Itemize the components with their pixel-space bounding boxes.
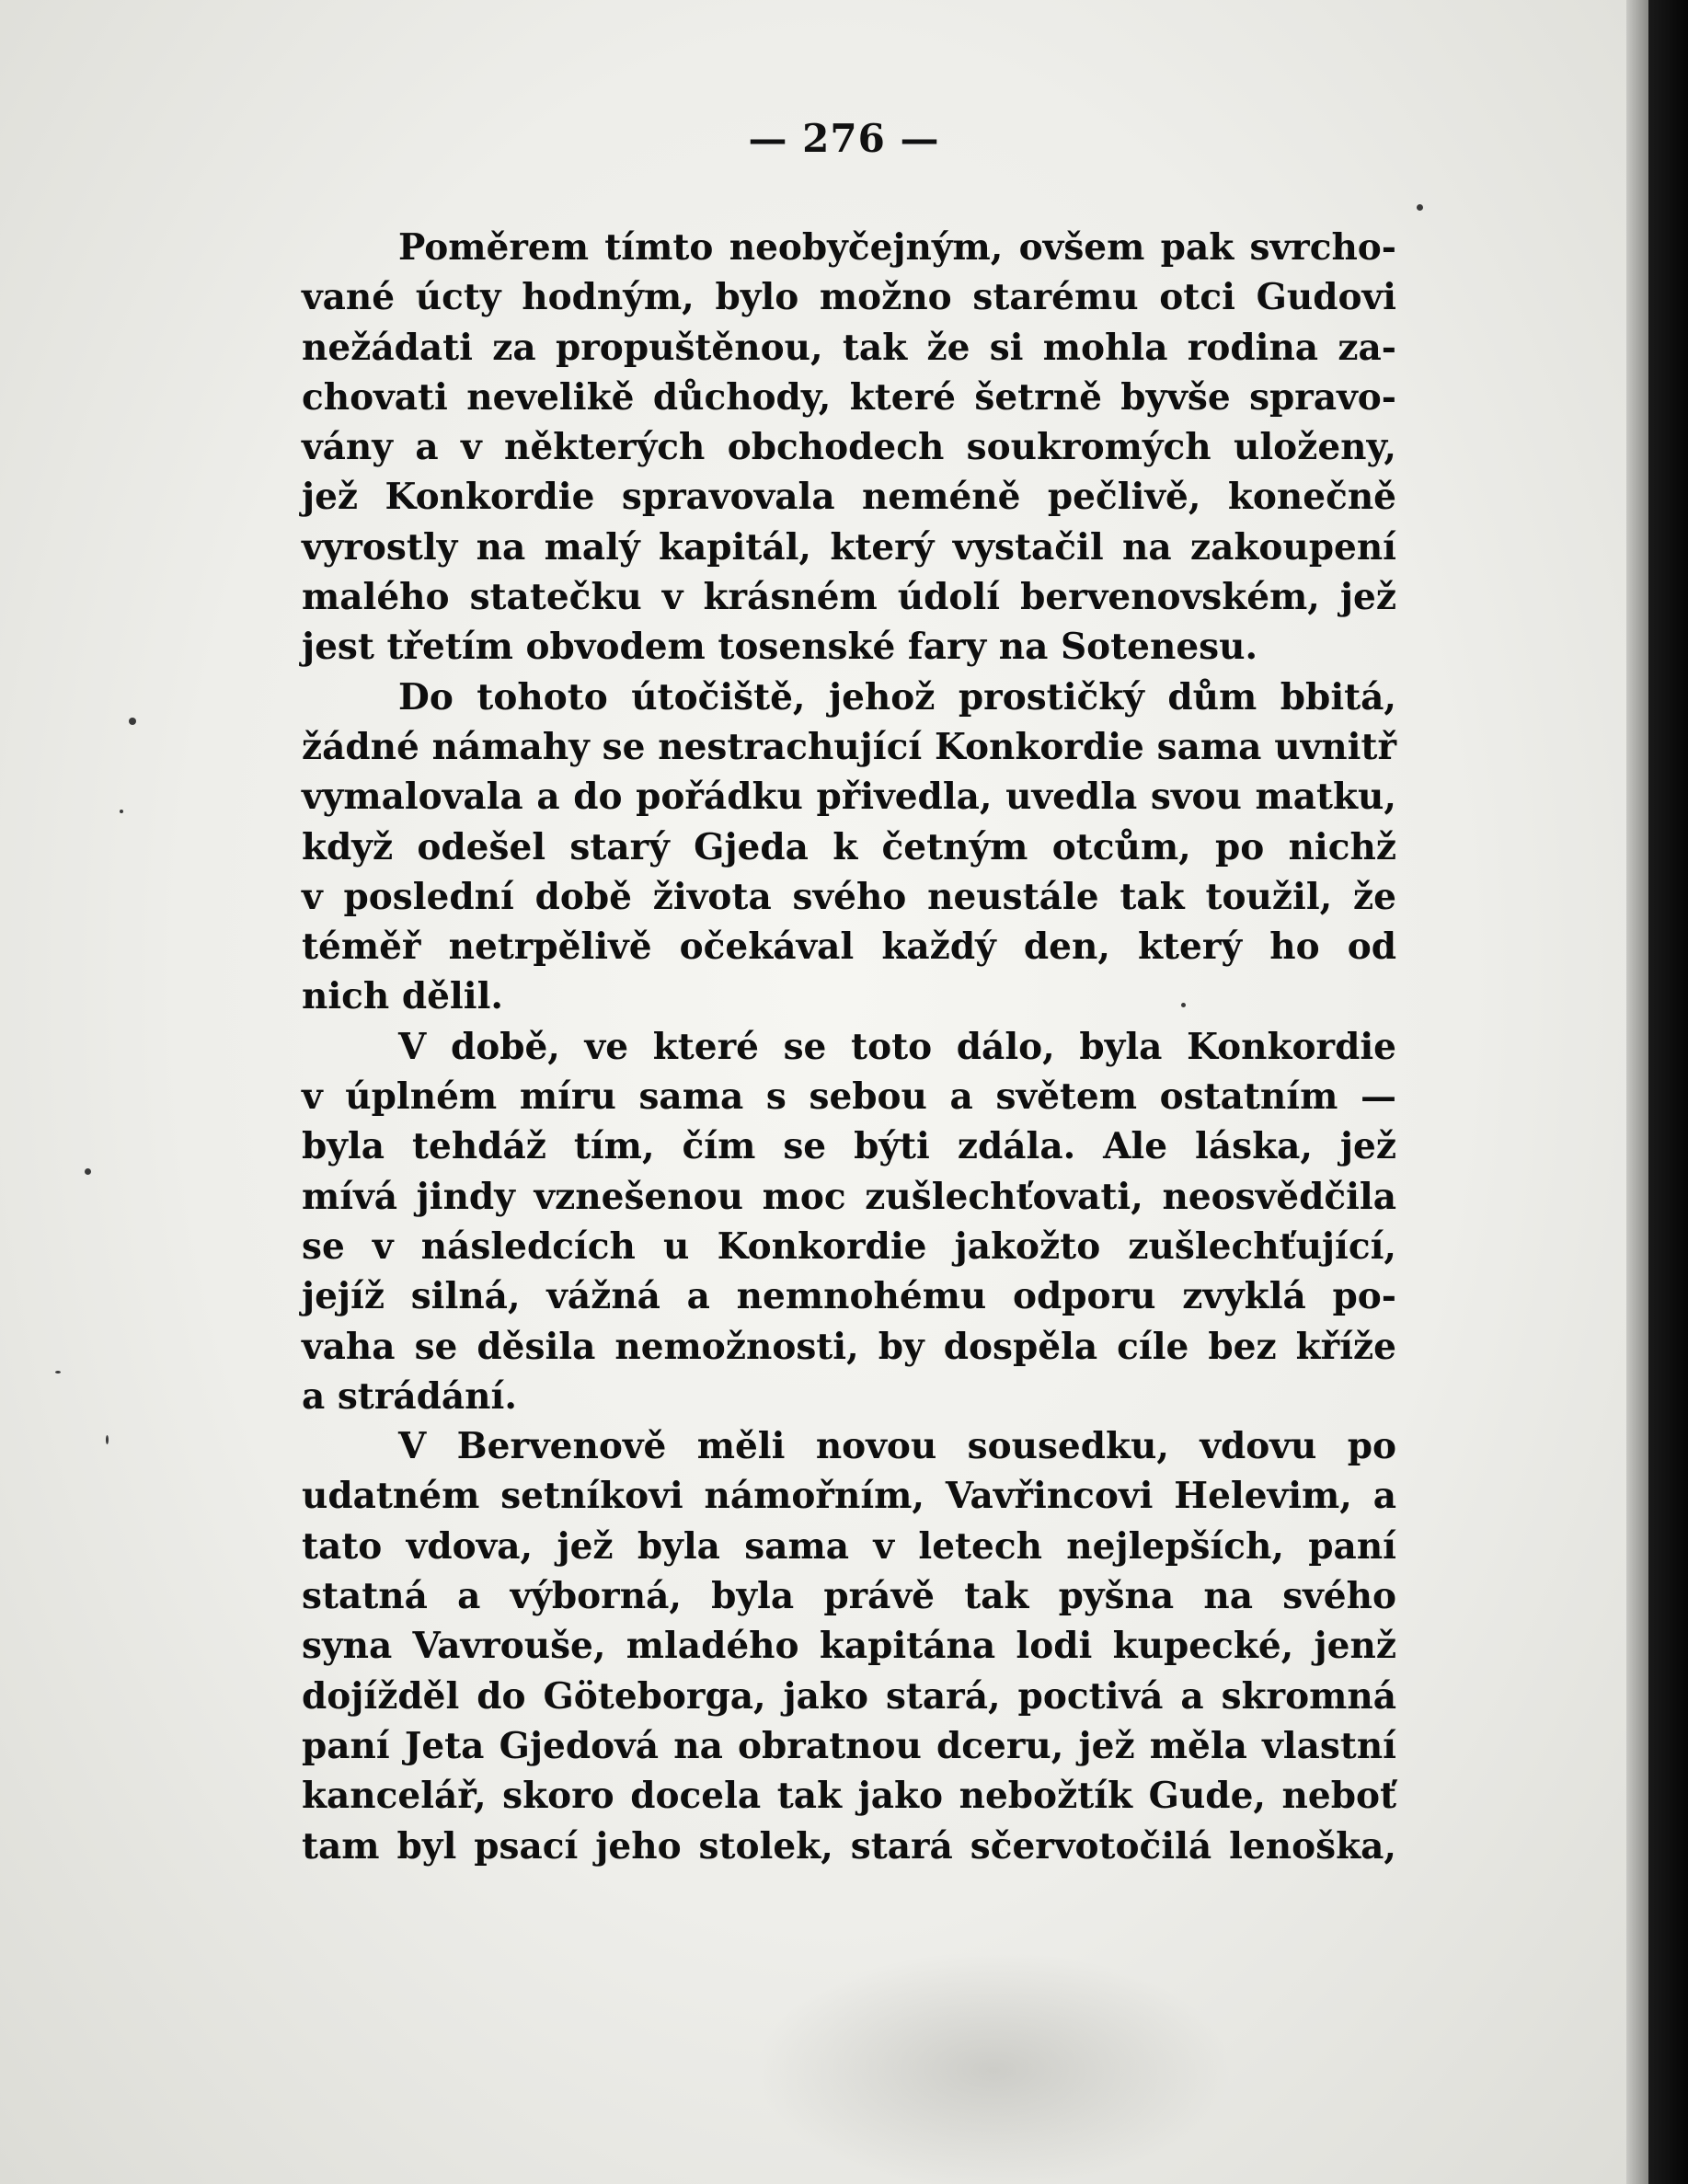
text-line: téměř netrpělivě očekával každý den, který ho od bbox=[302, 925, 1396, 969]
text-line: jejíž silná, vážná a nemnohému odporu zvyklá po- bbox=[302, 1275, 1396, 1318]
text-line: syna Vavrouše, mladého kapitána lodi kupecké, jenž bbox=[302, 1625, 1396, 1668]
text-line: v úplném míru sama s sebou a světem ostatním — bbox=[302, 1075, 1396, 1119]
text-line: dojížděl do Göteborga, jako stará, poctivá a skromná bbox=[302, 1674, 1396, 1718]
paper-stain bbox=[754, 1950, 1233, 2184]
text-line: nežádati za propuštěnou, tak že si mohla rodina za- bbox=[302, 326, 1396, 369]
text-line: statná a výborná, byla právě tak pyšna na svého bbox=[302, 1575, 1396, 1618]
text-line: jest třetím obvodem tosenské fary na Sotenesu. bbox=[302, 626, 1258, 669]
speck bbox=[120, 810, 123, 813]
text-line: a strádání. bbox=[302, 1374, 517, 1418]
text-line: kancelář, skoro docela tak jako nebožtík Gude, neboť bbox=[302, 1775, 1396, 1818]
page-number: — 276 — bbox=[748, 116, 940, 161]
speck bbox=[85, 1168, 91, 1175]
text-line: Poměrem tímto neobyčejným, ovšem pak svrcho- bbox=[398, 226, 1396, 269]
text-line: vymalovala a do pořádku přivedla, uvedla svou matku, bbox=[302, 776, 1396, 819]
speck bbox=[106, 1435, 109, 1444]
text-line: žádné námahy se nestrachující Konkordie sama uvnitř bbox=[302, 725, 1396, 768]
text-line: udatném setníkovi námořním, Vavřincovi Helevim, a bbox=[302, 1475, 1396, 1518]
scan-border bbox=[1648, 0, 1688, 2184]
text-line: jež Konkordie spravovala neméně pečlivě, konečně bbox=[302, 476, 1396, 519]
text-line: V Bervenově měli novou sousedku, vdovu po bbox=[398, 1425, 1396, 1468]
text-line: byla tehdáž tím, čím se býti zdála. Ale láska, jež bbox=[302, 1125, 1396, 1168]
text-line: tam byl psací jeho stolek, stará sčervotočilá lenoška, bbox=[302, 1824, 1396, 1868]
text-line: chovati nevelikě důchody, které šetrně byvše spravo- bbox=[302, 375, 1396, 419]
text-line: malého statečku v krásném údolí bervenovském, jež bbox=[302, 576, 1396, 619]
text-line: se v následcích u Konkordie jakožto zušlechťující, bbox=[302, 1224, 1396, 1268]
text-line: V době, ve které se toto dálo, byla Konkordie bbox=[398, 1025, 1396, 1068]
text-line: paní Jeta Gjedová na obratnou dceru, jež měla vlastní bbox=[302, 1724, 1396, 1767]
speck bbox=[1417, 204, 1423, 211]
text-line: když odešel starý Gjeda k četným otcům, po nichž bbox=[302, 825, 1396, 868]
text-line: v poslední době života svého neustále tak toužil, že bbox=[302, 875, 1396, 918]
text-line: Do tohoto útočiště, jehož prostičký dům bbitá, bbox=[398, 675, 1396, 718]
page-text bbox=[302, 223, 1396, 1871]
page-edge bbox=[1626, 0, 1648, 2184]
text-line: vaha se děsila nemožnosti, by dospěla cíle bez kříže bbox=[302, 1325, 1396, 1368]
speck bbox=[129, 718, 136, 725]
text-line: nich dělil. bbox=[302, 975, 503, 1018]
speck bbox=[55, 1371, 61, 1374]
text-line: mívá jindy vznešenou moc zušlechťovati, neosvědčila bbox=[302, 1175, 1396, 1218]
text-line: vané úcty hodným, bylo možno starému otci Gudovi bbox=[302, 276, 1396, 319]
text-line: vány a v některých obchodech soukromých uloženy, bbox=[302, 426, 1396, 469]
text-line: tato vdova, jež byla sama v letech nejlepších, paní bbox=[302, 1524, 1396, 1568]
text-line: vyrostly na malý kapitál, který vystačil na zakoupení bbox=[302, 525, 1396, 569]
